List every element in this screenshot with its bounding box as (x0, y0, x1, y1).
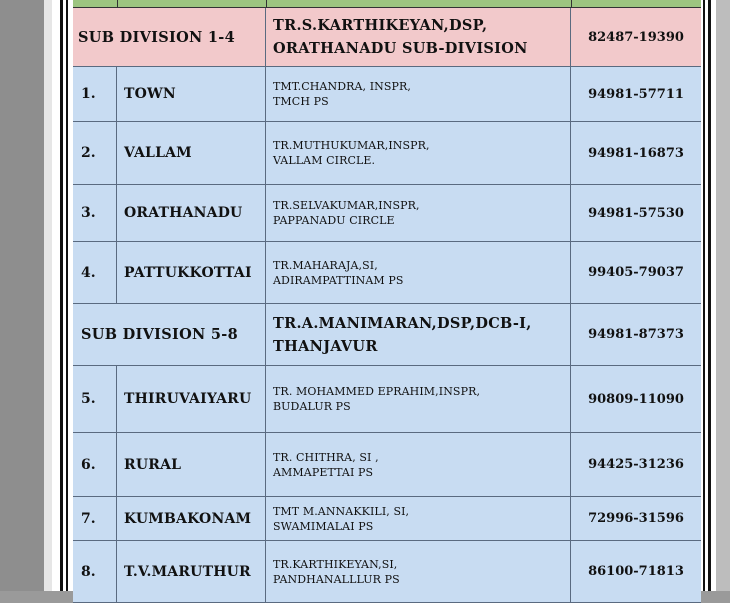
station-officer (266, 541, 571, 602)
officer-line: TR.MUTHUKUMAR,INSPR, (273, 139, 430, 152)
officer-line: TR.SELVAKUMAR,INSPR, (273, 199, 420, 212)
station-name: ORATHANADU (117, 185, 266, 241)
station-officer (266, 67, 571, 121)
officer-line: TR.A.MANIMARAN,DSP,DCB-I, (273, 314, 532, 332)
station-name: TOWN (117, 67, 266, 121)
officer-line: PAPPANADU CIRCLE (273, 214, 395, 227)
subdivision-title: SUB DIVISION 1-4 (73, 8, 266, 66)
station-officer (266, 366, 571, 432)
subdivision-row (73, 8, 701, 67)
officer-line: PANDHANALLLUR PS (273, 572, 400, 586)
officer-line: VALLAM CIRCLE. (273, 154, 376, 167)
officer-line: TR. MOHAMMED EPRAHIM,INSPR, (273, 385, 481, 398)
subdivision-row (73, 304, 701, 366)
station-officer (266, 122, 571, 184)
station-name: RURAL (117, 433, 266, 496)
officer-line: ORATHANADU SUB-DIVISION (273, 40, 528, 57)
officer-line: TMT M.ANNAKKILI, SI, (273, 504, 410, 518)
header-separator (571, 0, 572, 8)
table-header-strip (73, 0, 701, 8)
station-row (73, 433, 701, 497)
contact-table (73, 0, 701, 591)
subdivision-officer (266, 304, 571, 365)
row-number: 6. (73, 433, 117, 496)
station-officer (266, 185, 571, 241)
right-gutter (716, 0, 730, 591)
phone-number: 99405-79037 (588, 265, 684, 280)
phone-number: 94981-16873 (588, 145, 684, 161)
row-number: 5. (73, 366, 117, 432)
phone-number: 72996-31596 (588, 511, 684, 526)
phone-number: 94981-87373 (588, 327, 684, 342)
station-row (73, 185, 701, 242)
station-name: T.V.MARUTHUR (117, 541, 266, 602)
row-number: 2. (73, 122, 117, 184)
header-separator (266, 0, 267, 8)
officer-line: TR.S.KARTHIKEYAN,DSP, (273, 17, 488, 34)
phone-number: 90809-11090 (588, 391, 684, 407)
station-row (73, 541, 701, 603)
officer-line: AMMAPETTAI PS (273, 465, 374, 479)
page-shadow (44, 0, 52, 591)
station-row (73, 242, 701, 304)
officer-line: TR.MAHARAJA,SI, (273, 258, 378, 272)
station-officer (266, 497, 571, 540)
phone-number: 82487-19390 (588, 29, 684, 45)
phone-number: 94425-31236 (588, 457, 684, 472)
phone-number: 94981-57530 (588, 205, 684, 221)
station-name: VALLAM (117, 122, 266, 184)
station-row (73, 122, 701, 185)
officer-line: ADIRAMPATTINAM PS (273, 273, 404, 287)
station-officer (266, 433, 571, 496)
row-number: 1. (73, 67, 117, 121)
station-name: THIRUVAIYARU (117, 366, 266, 432)
station-officer (266, 242, 571, 303)
row-number: 4. (73, 242, 117, 303)
phone-number: 94981-57711 (588, 86, 684, 102)
phone-number: 86100-71813 (588, 564, 684, 579)
officer-line: TMT.CHANDRA, INSPR, (273, 80, 412, 93)
subdivision-officer (266, 8, 571, 66)
station-name: KUMBAKONAM (117, 497, 266, 540)
station-row (73, 497, 701, 541)
station-row (73, 366, 701, 433)
officer-line: TR.KARTHIKEYAN,SI, (273, 557, 398, 571)
row-number: 8. (73, 541, 117, 602)
station-name: PATTUKKOTTAI (117, 242, 266, 303)
officer-line: BUDALUR PS (273, 400, 351, 413)
officer-line: TR. CHITHRA, SI , (273, 450, 379, 464)
subdivision-title: SUB DIVISION 5-8 (73, 304, 266, 365)
header-separator (117, 0, 118, 8)
station-row (73, 67, 701, 122)
row-number: 3. (73, 185, 117, 241)
officer-line: THANJAVUR (273, 337, 378, 355)
row-number: 7. (73, 497, 117, 540)
officer-line: SWAMIMALAI PS (273, 519, 374, 533)
left-gutter (0, 0, 44, 591)
officer-line: TMCH PS (273, 95, 329, 108)
